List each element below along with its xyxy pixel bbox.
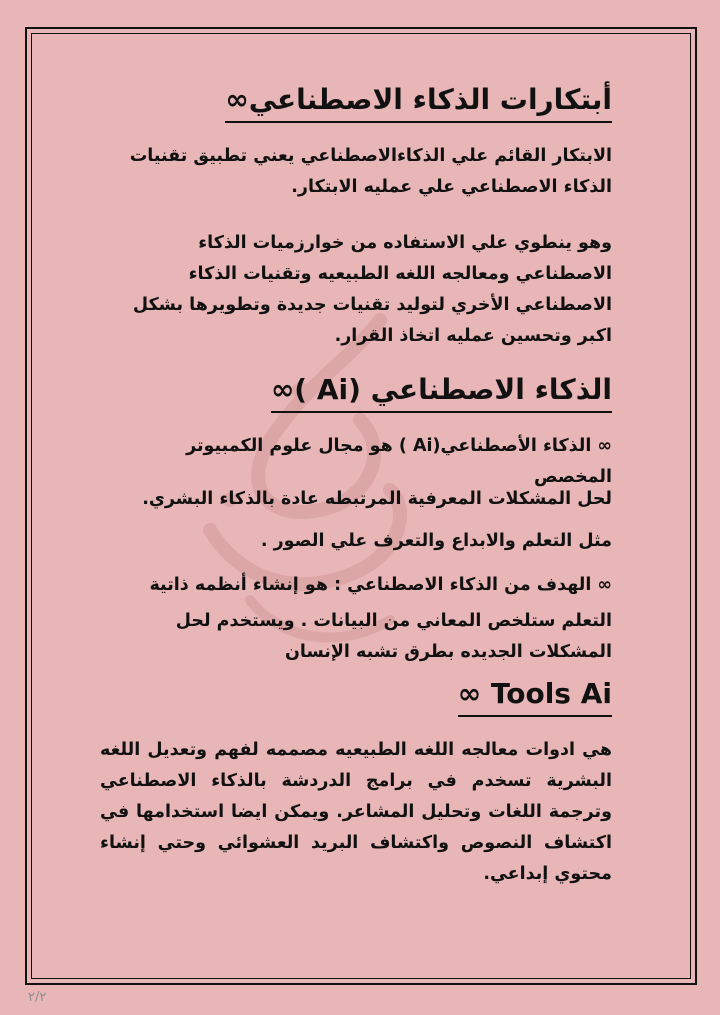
heading-text: الذكاء الاصطناعي (Ai )∞ bbox=[271, 370, 612, 413]
paragraph: التعلم ستلخص المعاني من البيانات . ويستخدم لحل المشكلات الجديده بطرق تشبه الإنسان bbox=[175, 611, 612, 662]
paragraph: لحل المشكلات المعرفية المرتبطه عادة بالذكاء البشري. bbox=[142, 489, 612, 509]
paragraph: الابتكار القائم علي الذكاءالاصطناعي يعني تطبيق تقنيات الذكاء الاصطناعي علي عمليه الابتكار. bbox=[129, 146, 612, 197]
paragraph: ∞ الذكاء الأصطناعي(Ai ) هو مجال علوم الكمبيوتر المخصص bbox=[186, 436, 612, 487]
paragraph: وهو ينطوي علي الاستفاده من خوارزميات الذكاء الاصطناعي ومعالجه اللغه الطبيعيه وتقنيات الذكاء الاصطناعي الأخري لتوليد تقنيات جديدة وتطويرها بشكل اكبر وتحسين عمليه اتخاذ القرار. bbox=[132, 233, 612, 346]
paragraph: مثل التعلم والابداع والتعرف علي الصور . bbox=[260, 531, 612, 551]
section-heading-ai-innovations bbox=[225, 80, 612, 123]
section-heading-tools-ai bbox=[458, 674, 612, 717]
section-heading-ai bbox=[271, 370, 612, 413]
paragraph: هي ادوات معالجه اللغه الطبيعيه مصممه لفهم وتعديل اللغه البشرية تسخدم في برامج الدردشة بالذكاء الاصطناعي وترجمة اللغات وتحليل المشاعر. ويمكن ايضا استخدامها في اكتشاف النصوص واكتشاف البريد العشوائي وحتي إنشاء محتوي إبداعي. bbox=[100, 740, 612, 884]
page-number: ٢/٢ bbox=[28, 990, 47, 1005]
heading-text: ∞ Tools Ai bbox=[458, 674, 612, 717]
heading-text: أبتكارات الذكاء الاصطناعي∞ bbox=[225, 80, 612, 123]
paragraph: ∞ الهدف من الذكاء الاصطناعي : هو إنشاء أنظمه ذاتية bbox=[149, 575, 612, 595]
